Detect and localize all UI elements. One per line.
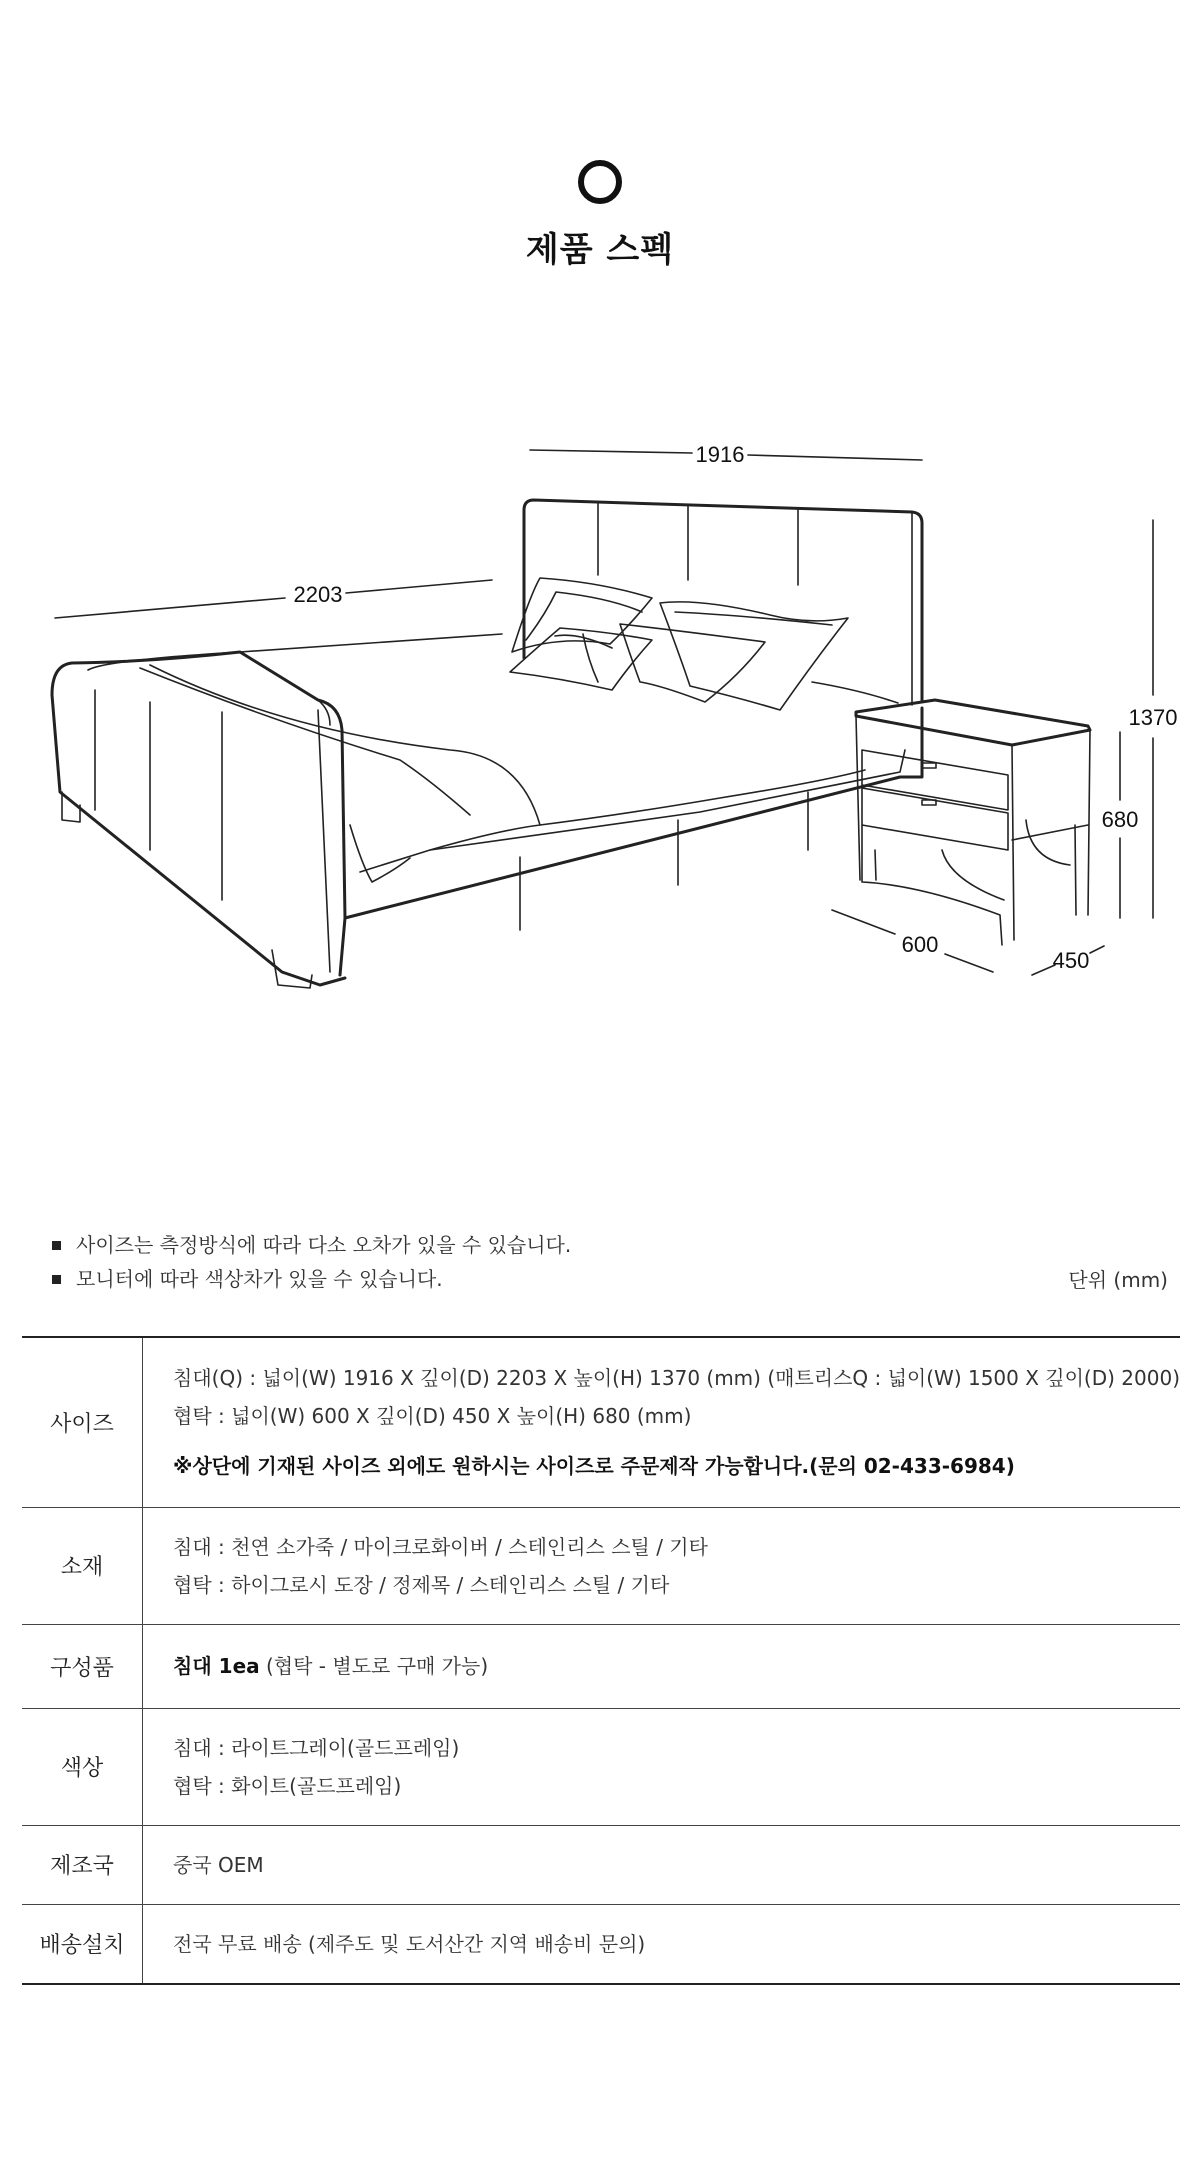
components-note-text: (협탁 - 별도로 구매 가능) <box>259 1654 489 1678</box>
spec-value: 전국 무료 배송 (제주도 및 도서산간 지역 배송비 문의) <box>173 1931 646 1956</box>
dim-label-table-height: 680 <box>1101 807 1139 832</box>
dim-line-table-depth <box>1032 965 1055 975</box>
spec-label: 소재 <box>22 1507 143 1624</box>
spec-value <box>143 1708 1180 1825</box>
dim-label-bed-depth: 2203 <box>293 582 343 607</box>
dim-label-bed-width: 1916 <box>695 442 745 467</box>
spec-header <box>0 160 1200 271</box>
spec-row-color <box>22 1708 1180 1825</box>
spec-value <box>143 1624 1180 1708</box>
unit-label: 단위 (mm) <box>1068 1268 1168 1292</box>
spec-value <box>143 1507 1180 1624</box>
color-bed-text: 침대 : 라이트그레이(골드프레임) <box>173 1735 460 1760</box>
dim-line-bed-width <box>530 450 692 453</box>
square-bullet-icon <box>52 1275 61 1284</box>
product-dimension-drawing <box>0 420 1200 1020</box>
dim-label-table-depth: 450 <box>1052 948 1090 973</box>
components-main-text: 침대 1ea <box>173 1654 260 1678</box>
spec-value: 중국 OEM <box>143 1825 1180 1904</box>
material-table-text: 협탁 : 하이그로시 도장 / 정제목 / 스테인리스 스틸 / 기타 <box>173 1572 670 1597</box>
spec-row-material <box>22 1507 1180 1624</box>
spec-row-size <box>22 1337 1180 1507</box>
dim-label-table-width: 600 <box>901 932 939 957</box>
size-bed-text: 침대(Q) : 넓이(W) 1916 X 깊이(D) 2203 X 높이(H) 1370 (mm) (매트리스Q : 넓이(W) 1500 X 깊이(D) 2000) <box>173 1366 1180 1391</box>
dim-line-bed-depth <box>346 580 492 593</box>
bed-and-nightstand-illustration <box>0 420 1200 1020</box>
material-bed-text: 침대 : 천연 소가죽 / 마이크로화이버 / 스테인리스 스틸 / 기타 <box>173 1534 708 1559</box>
spec-label: 색상 <box>22 1708 143 1825</box>
custom-order-note: ※상단에 기재된 사이즈 외에도 원하시는 사이즈로 주문제작 가능합니다.(문의 02-433-6984) <box>173 1454 1015 1479</box>
spec-row-origin <box>22 1825 1180 1904</box>
dim-line-bed-depth <box>55 598 285 618</box>
color-table-text: 협탁 : 화이트(골드프레임) <box>173 1773 402 1798</box>
dim-line-table-width <box>945 954 993 972</box>
spec-label: 제조국 <box>22 1825 143 1904</box>
page-title: 제품 스펙 <box>525 230 675 270</box>
dim-line-table-depth <box>1090 946 1104 953</box>
note-text: 모니터에 따라 색상차가 있을 수 있습니다. <box>76 1267 443 1291</box>
spec-label: 구성품 <box>22 1624 143 1708</box>
circle-icon <box>578 160 622 204</box>
dim-line-bed-width <box>748 455 922 460</box>
spec-label: 사이즈 <box>22 1337 143 1507</box>
note-item <box>52 1262 1172 1296</box>
size-notes <box>52 1228 1172 1296</box>
spec-value <box>143 1337 1180 1507</box>
spec-table <box>22 1336 1180 1985</box>
note-item <box>52 1228 1172 1262</box>
spec-row-components <box>22 1624 1180 1708</box>
spec-label: 배송설치 <box>22 1904 143 1984</box>
dim-label-bed-height: 1370 <box>1128 705 1178 730</box>
square-bullet-icon <box>52 1241 61 1250</box>
dim-line-table-width <box>832 910 895 934</box>
note-text: 사이즈는 측정방식에 따라 다소 오차가 있을 수 있습니다. <box>76 1233 572 1257</box>
spec-row-delivery <box>22 1904 1180 1984</box>
size-table-text: 협탁 : 넓이(W) 600 X 깊이(D) 450 X 높이(H) 680 (mm) <box>173 1404 692 1429</box>
